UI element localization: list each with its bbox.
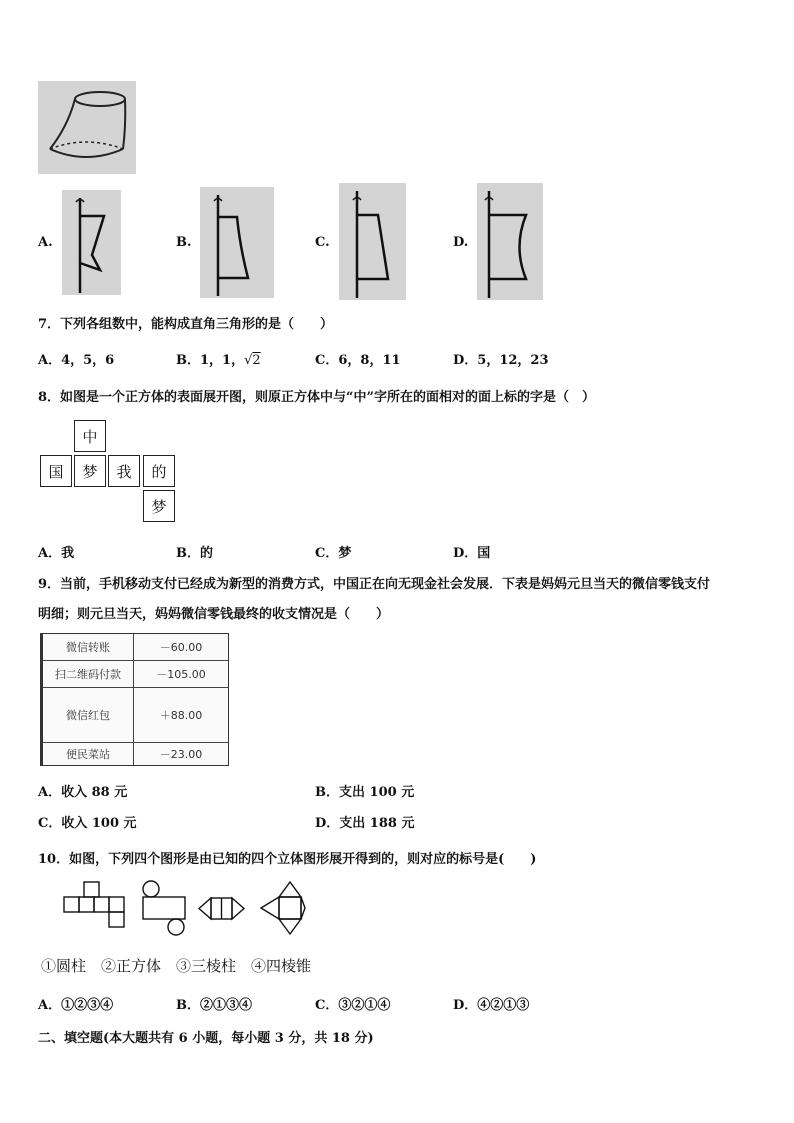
q10-option-b[interactable]	[176, 994, 252, 1013]
q8-option-b-key: B．	[176, 546, 200, 561]
q10-option-a[interactable]	[38, 994, 113, 1013]
q9-stem-line2: 明细；则元旦当天，妈妈微信零钱最终的收支情况是（ ）	[38, 607, 390, 622]
table-cell-item: 扫二维码付款	[43, 661, 134, 687]
q10-option-d-key: D．	[453, 998, 478, 1013]
trapezoid-profile-icon	[339, 183, 406, 300]
cylinder-net-icon	[143, 881, 185, 935]
q8-option-d-key: D．	[453, 546, 478, 561]
table-cell-item: 微信红包	[43, 688, 134, 742]
q7-option-c-key: C．	[315, 353, 339, 368]
q7-option-a[interactable]	[38, 349, 114, 368]
q6-option-d-figure[interactable]	[477, 183, 543, 300]
q8-option-b-value: 的	[200, 546, 214, 561]
q7-option-b-key: B．	[176, 353, 200, 368]
q9-option-c-value: 收入 100 元	[61, 816, 137, 831]
q7-option-b-radicand: 2	[252, 353, 261, 368]
q8-option-d-value: 国	[477, 546, 491, 561]
sqrt-symbol-icon: √2	[244, 353, 261, 368]
net-cell-top: 中	[74, 420, 106, 452]
net-cell-left: 国	[40, 455, 72, 487]
q8-option-a[interactable]	[38, 542, 74, 561]
net-cell-bottom: 梦	[143, 490, 175, 522]
frustum-icon	[38, 81, 136, 174]
q7-option-a-key: A．	[38, 353, 62, 368]
q7-stem: 7．下列各组数中，能构成直角三角形的是（ ）	[38, 317, 334, 332]
q8-option-b[interactable]	[176, 542, 213, 561]
q10-option-a-key: A．	[38, 998, 62, 1013]
section-title: 二、填空题(本大题共有 6 小题，每小题 3 分，共 18 分)	[38, 1031, 374, 1046]
q9-option-d-key: D．	[315, 816, 340, 831]
solid-nets-figure	[60, 880, 310, 938]
q9-option-b[interactable]	[315, 781, 414, 800]
q7-option-d-value: 5，12，23	[477, 353, 549, 368]
table-cell-item: 微信转账	[43, 634, 134, 660]
table-cell-amount: －23.00	[159, 748, 203, 761]
q9-option-b-value: 支出 100 元	[339, 785, 415, 800]
q7-option-b-value: 1，1，	[200, 353, 245, 368]
q9-option-b-key: B．	[315, 785, 339, 800]
prism-net-icon	[199, 898, 244, 919]
q7-option-a-value: 4，5，6	[61, 353, 115, 368]
q10-option-c-key: C．	[315, 998, 339, 1013]
q9-option-a-value: 收入 88 元	[61, 785, 128, 800]
q7-option-d[interactable]	[453, 349, 549, 368]
q10-option-a-value: ①②③④	[61, 998, 114, 1013]
q8-option-c-key: C．	[315, 546, 339, 561]
wechat-payment-table	[40, 633, 229, 766]
q9-option-c-key: C．	[38, 816, 62, 831]
q8-option-a-key: A．	[38, 546, 62, 561]
net-cell-mid: 梦	[74, 455, 106, 487]
zigzag-profile-icon	[62, 190, 121, 295]
q6-option-a-figure[interactable]	[62, 190, 121, 295]
q7-option-b[interactable]	[176, 349, 261, 368]
table-row	[43, 661, 228, 688]
cube-net-icon	[64, 882, 124, 927]
q10-option-b-value: ②①③④	[200, 998, 253, 1013]
q9-option-a-key: A．	[38, 785, 62, 800]
q6-option-c-label[interactable]: C.	[315, 235, 330, 250]
q8-option-a-value: 我	[61, 546, 75, 561]
q8-option-c[interactable]	[315, 542, 351, 561]
concave-profile-icon	[477, 183, 543, 300]
q6-option-b-figure[interactable]	[200, 187, 274, 298]
q6-option-a-label[interactable]: A.	[38, 235, 53, 250]
q8-stem: 8．如图是一个正方体的表面展开图，则原正方体中与“中”字所在的面相对的面上标的字是（ ）	[38, 390, 596, 405]
q10-stem: 10．如图，下列四个图形是由已知的四个立体图形展开得到的，则对应的标号是( )	[38, 852, 537, 867]
net-cell-of: 的	[143, 455, 175, 487]
q7-option-d-key: D．	[453, 353, 478, 368]
q6-option-d-label[interactable]: D.	[453, 235, 469, 250]
q6-option-c-figure[interactable]	[339, 183, 406, 300]
cube-net	[40, 420, 180, 524]
curved-profile-icon	[200, 187, 274, 298]
q10-option-d-value: ④②①③	[477, 998, 530, 1013]
q10-solid-labels: ①圆柱 ②正方体 ③三棱柱 ④四棱锥	[41, 957, 312, 975]
q9-stem-line1: 9．当前，手机移动支付已经成为新型的消费方式，中国正在向无现金社会发展．下表是妈妈元旦当天的微信零钱支付	[38, 577, 711, 592]
q9-option-d-value: 支出 188 元	[339, 816, 415, 831]
table-row	[43, 743, 228, 765]
table-cell-amount: －105.00	[156, 668, 206, 681]
q8-option-c-value: 梦	[338, 546, 352, 561]
q8-option-d[interactable]	[453, 542, 490, 561]
table-row	[43, 688, 228, 743]
q10-option-d[interactable]	[453, 994, 529, 1013]
q10-option-b-key: B．	[176, 998, 200, 1013]
table-cell-item: 便民菜站	[43, 743, 134, 765]
net-cell-me: 我	[108, 455, 140, 487]
q9-option-a[interactable]	[38, 781, 127, 800]
q10-option-c[interactable]	[315, 994, 390, 1013]
q7-option-c[interactable]	[315, 349, 401, 368]
table-row	[43, 634, 228, 661]
q7-option-c-value: 6，8，11	[338, 353, 401, 368]
table-cell-amount: ＋88.00	[159, 709, 203, 722]
pyramid-net-icon	[261, 882, 305, 934]
q6-option-b-label[interactable]: B.	[176, 235, 192, 250]
q10-option-c-value: ③②①④	[338, 998, 391, 1013]
q9-option-d[interactable]	[315, 812, 414, 831]
table-cell-amount: －60.00	[159, 641, 203, 654]
frustum-figure	[38, 81, 136, 174]
q9-option-c[interactable]	[38, 812, 137, 831]
